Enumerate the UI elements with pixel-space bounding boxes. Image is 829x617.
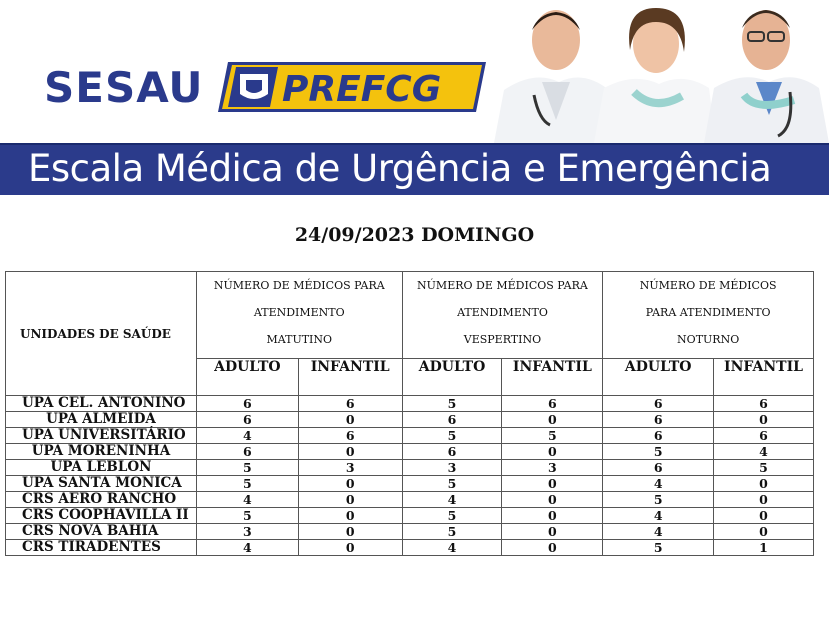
doctor-count-cell: 4: [603, 508, 714, 524]
schedule-table: [5, 271, 814, 556]
doctor-count-cell: 3: [298, 460, 402, 476]
doctor-count-cell: 5: [603, 492, 714, 508]
doctors-illustration: [494, 0, 829, 143]
doctor-count-cell: 0: [298, 524, 402, 540]
doctor-count-cell: 4: [402, 492, 502, 508]
doctor-count-cell: 6: [196, 444, 298, 460]
unit-name: UPA LEBLON: [6, 460, 197, 476]
doctor-count-cell: 4: [603, 524, 714, 540]
doctor-count-cell: 0: [714, 412, 814, 428]
doctor-count-cell: 6: [603, 428, 714, 444]
table-row: [6, 412, 814, 428]
doctor-count-cell: 0: [298, 444, 402, 460]
doctor-count-cell: 5: [402, 508, 502, 524]
doctor-count-cell: 4: [196, 540, 298, 556]
doctor-count-cell: 5: [714, 460, 814, 476]
doctor-count-cell: 5: [603, 444, 714, 460]
table-group-header-row: [6, 272, 814, 359]
table-row: [6, 444, 814, 460]
unit-column-header: UNIDADES DE SAÚDE: [6, 272, 197, 396]
doctor-count-cell: 6: [196, 412, 298, 428]
unit-name: UPA MORENINHA: [6, 444, 197, 460]
unit-name: CRS AERO RANCHO: [6, 492, 197, 508]
doctor-count-cell: 4: [402, 540, 502, 556]
doctor-count-cell: 6: [714, 396, 814, 412]
afternoon-group-header: NÚMERO DE MÉDICOS PARA ATENDIMENTO VESPERTINO: [402, 272, 603, 359]
doctor-count-cell: 5: [196, 508, 298, 524]
header: [0, 0, 829, 196]
doctor-count-cell: 6: [402, 444, 502, 460]
doctor-count-cell: 6: [603, 412, 714, 428]
doctor-count-cell: 5: [196, 460, 298, 476]
unit-name: UPA UNIVERSITÁRIO: [6, 428, 197, 444]
doctor-count-cell: 0: [502, 412, 603, 428]
doctor-count-cell: 6: [603, 460, 714, 476]
doctor-count-cell: 0: [502, 524, 603, 540]
unit-name: CRS COOPHAVILLA II: [6, 508, 197, 524]
table-row: [6, 524, 814, 540]
doctor-count-cell: 6: [298, 396, 402, 412]
doctor-count-cell: 5: [502, 428, 603, 444]
unit-name: UPA CEL. ANTONINO: [6, 396, 197, 412]
sub-header-infantil: INFANTIL: [714, 359, 814, 396]
sesau-logo: SESAU: [44, 63, 204, 112]
doctor-count-cell: 0: [298, 412, 402, 428]
doctor-count-cell: 3: [402, 460, 502, 476]
table-row: [6, 428, 814, 444]
table-row: [6, 540, 814, 556]
sub-header-infantil: INFANTIL: [298, 359, 402, 396]
doctor-count-cell: 0: [298, 492, 402, 508]
date-heading: 24/09/2023 DOMINGO: [294, 224, 535, 246]
page-title: Escala Médica de Urgência e Emergência: [28, 147, 772, 190]
doctor-count-cell: 0: [714, 492, 814, 508]
doctor-count-cell: 6: [502, 396, 603, 412]
doctor-count-cell: 3: [502, 460, 603, 476]
doctor-count-cell: 0: [298, 540, 402, 556]
table-row: [6, 396, 814, 412]
table-row: [6, 492, 814, 508]
unit-name: UPA SANTA MONICA: [6, 476, 197, 492]
table-row: [6, 508, 814, 524]
doctor-count-cell: 0: [714, 476, 814, 492]
doctor-count-cell: 6: [298, 428, 402, 444]
doctor-count-cell: 4: [196, 428, 298, 444]
sub-header-adulto: ADULTO: [196, 359, 298, 396]
unit-name: CRS TIRADENTES: [6, 540, 197, 556]
doctor-count-cell: 1: [714, 540, 814, 556]
unit-name: UPA ALMEIDA: [6, 412, 197, 428]
doctor-count-cell: 4: [196, 492, 298, 508]
doctor-count-cell: 0: [298, 508, 402, 524]
sub-header-infantil: INFANTIL: [502, 359, 603, 396]
prefcg-logo: [218, 58, 490, 116]
unit-name: CRS NOVA BAHIA: [6, 524, 197, 540]
title-banner: [0, 143, 829, 195]
table-row: [6, 460, 814, 476]
doctor-count-cell: 0: [502, 492, 603, 508]
doctor-count-cell: 5: [402, 476, 502, 492]
doctor-count-cell: 0: [502, 540, 603, 556]
doctor-count-cell: 5: [402, 396, 502, 412]
prefcg-logo-text: PREFCG: [282, 69, 442, 110]
doctor-count-cell: 6: [196, 396, 298, 412]
doctor-count-cell: 5: [196, 476, 298, 492]
doctor-count-cell: 0: [502, 476, 603, 492]
doctor-count-cell: 6: [402, 412, 502, 428]
doctor-count-cell: 4: [714, 444, 814, 460]
table-row: [6, 476, 814, 492]
night-group-header: NÚMERO DE MÉDICOS PARA ATENDIMENTO NOTURNO: [603, 272, 814, 359]
doctor-count-cell: 0: [502, 508, 603, 524]
doctor-count-cell: 0: [298, 476, 402, 492]
sub-header-adulto: ADULTO: [603, 359, 714, 396]
doctor-count-cell: 5: [603, 540, 714, 556]
doctor-count-cell: 0: [714, 524, 814, 540]
doctor-count-cell: 5: [402, 428, 502, 444]
doctor-count-cell: 6: [603, 396, 714, 412]
doctor-count-cell: 0: [714, 508, 814, 524]
sub-header-adulto: ADULTO: [402, 359, 502, 396]
doctor-count-cell: 3: [196, 524, 298, 540]
doctor-count-cell: 0: [502, 444, 603, 460]
doctor-count-cell: 5: [402, 524, 502, 540]
doctor-count-cell: 6: [714, 428, 814, 444]
morning-group-header: NÚMERO DE MÉDICOS PARA ATENDIMENTO MATUTINO: [196, 272, 402, 359]
doctor-count-cell: 4: [603, 476, 714, 492]
